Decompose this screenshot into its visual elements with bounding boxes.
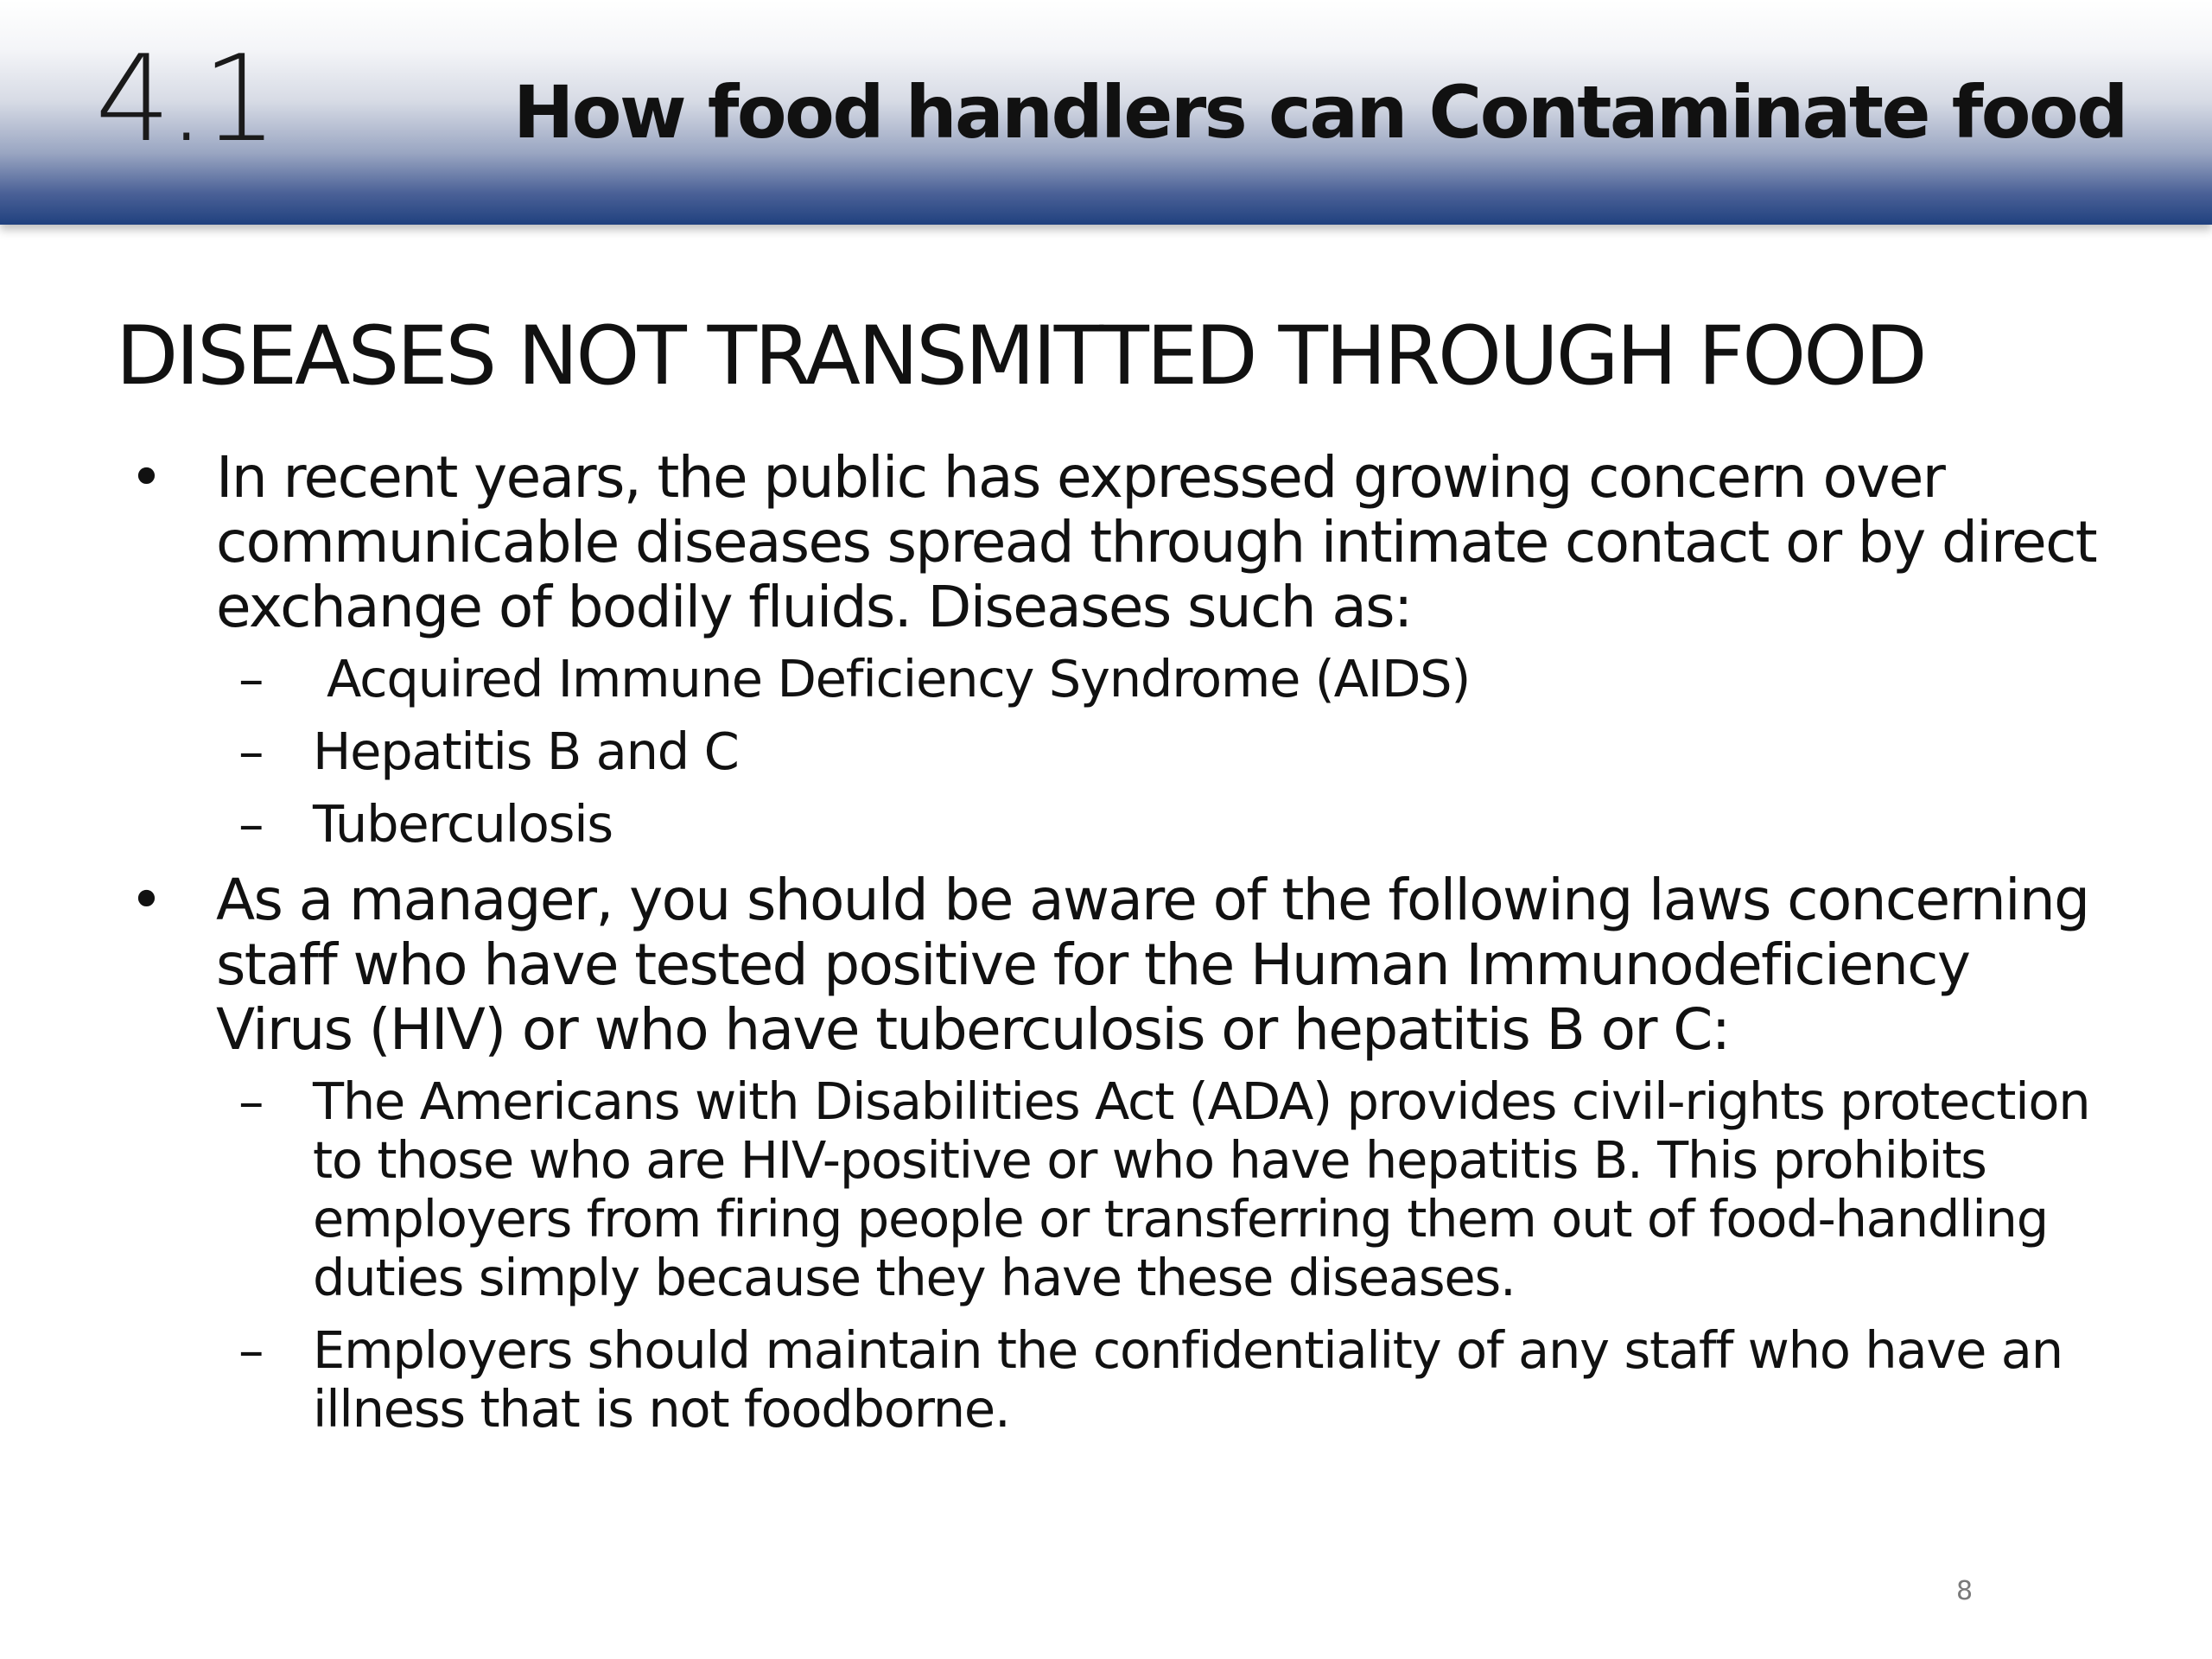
section-number: 4.1 — [95, 29, 275, 168]
sub-item — [130, 722, 2117, 781]
bullet-text: In recent years, the public has expressed growing concern over communicable diseases spread through intimate contact or by direct exchange of bodily fluids. Diseases such as: — [216, 444, 2097, 640]
sub-item — [130, 1321, 2117, 1439]
header-title: How food handlers can Contaminate food — [513, 70, 2126, 155]
bullet-marker: • — [130, 867, 162, 933]
sub-list — [130, 650, 2117, 854]
dash-marker: – — [238, 721, 264, 781]
sub-item — [130, 795, 2117, 854]
slide-heading: DISEASES NOT TRANSMITTED THROUGH FOOD — [116, 309, 1925, 404]
dash-marker: – — [238, 649, 264, 709]
sub-item-text: Hepatitis B and C — [313, 721, 739, 781]
bullet-marker: • — [130, 444, 162, 511]
dash-marker: – — [238, 794, 264, 854]
page-number: 8 — [1956, 1576, 1974, 1606]
header-band — [0, 0, 2212, 225]
dash-marker: – — [238, 1320, 264, 1380]
bullet-item — [130, 868, 2117, 1062]
bullet-text: As a manager, you should be aware of the following laws concerning staff who have tested positive for the Human Immunodeficiency Virus (HIV) or who have tuberculosis or hepatitis B or C: — [216, 867, 2089, 1063]
sub-item-text: Tuberculosis — [313, 794, 613, 854]
bullet-item — [130, 445, 2117, 639]
sub-item-text: Acquired Immune Deficiency Syndrome (AIDS) — [327, 649, 1471, 709]
sub-item-text: The Americans with Disabilities Act (ADA) provides civil-rights protection to those who are HIV-positive or who have hepatitis B. This prohibits employers from firing people or transferring them out of food-handling duties simply because they have these diseases. — [313, 1071, 2090, 1307]
dash-marker: – — [238, 1071, 264, 1131]
sub-item — [130, 650, 2117, 709]
slide-content — [130, 445, 2117, 1452]
sub-list — [130, 1072, 2117, 1439]
sub-item — [130, 1072, 2117, 1307]
sub-item-text: Employers should maintain the confidentiality of any staff who have an illness that is not foodborne. — [313, 1320, 2063, 1439]
